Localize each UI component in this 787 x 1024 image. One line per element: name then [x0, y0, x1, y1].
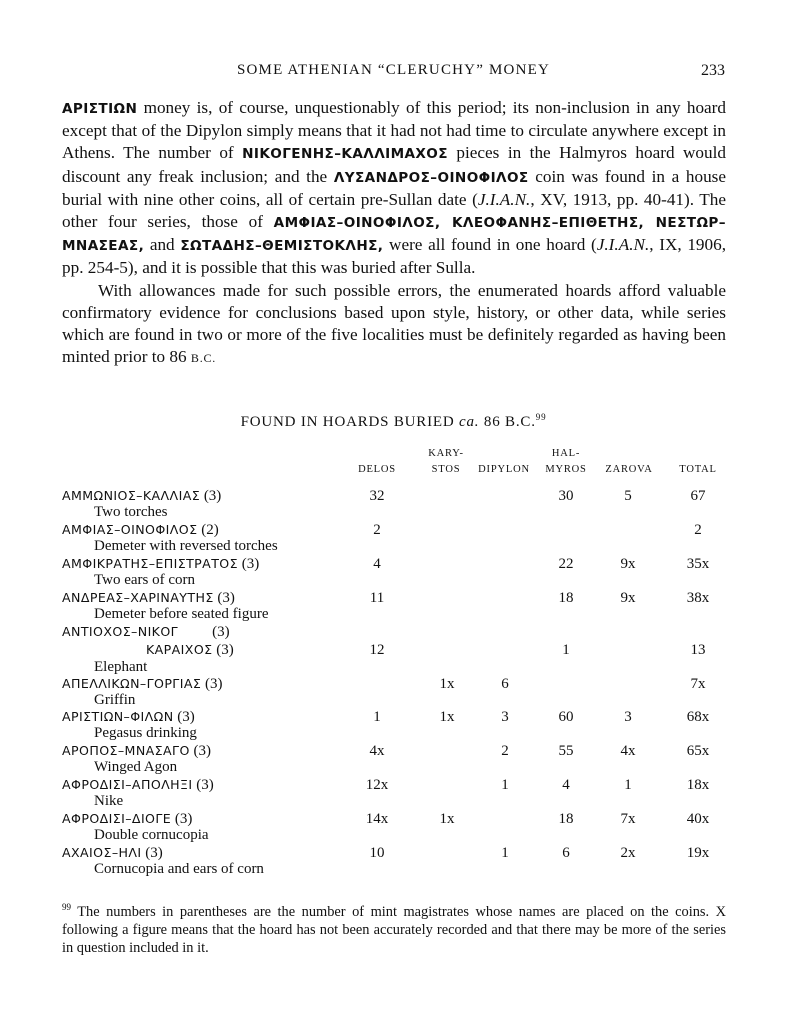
magistrate-count: (3): [201, 676, 223, 692]
magistrates-name: [62, 676, 222, 693]
col-header-text: STOS: [431, 464, 461, 475]
magistrate-count: (3): [173, 709, 195, 725]
paragraph-2: [62, 280, 726, 370]
table-row: [62, 777, 726, 812]
cell-halmyros: 6: [562, 845, 570, 861]
text-run: B.C.: [190, 351, 217, 366]
footnote-ref: 99: [535, 412, 547, 422]
magistrates-name: [62, 811, 192, 828]
col-header-zarova: [596, 462, 662, 478]
cell-zarova: 2x: [620, 845, 636, 861]
body-text: [62, 97, 726, 369]
col-header-dipylon: [470, 462, 538, 478]
cell-halmyros: 4: [562, 777, 570, 793]
cell-halmyros: 18: [558, 811, 574, 827]
cell-karystos: 1x: [439, 811, 455, 827]
table-row: [62, 811, 726, 846]
footnote: [62, 898, 726, 957]
cell-delos: 1: [373, 709, 381, 725]
magistrates-name-2: [146, 642, 234, 659]
magistrate-count: (3): [213, 590, 235, 606]
table-row: [62, 845, 726, 880]
coin-type: Griffin: [94, 692, 136, 708]
cell-zarova: 5: [624, 488, 632, 504]
text-run: and: [144, 235, 181, 255]
cell-zarova: 1: [624, 777, 632, 793]
magistrate-count: (3): [237, 556, 260, 572]
magistrates-name: [62, 488, 221, 505]
cell-karystos: 1x: [439, 709, 455, 725]
col-header-text: TOTAL: [679, 464, 717, 475]
magistrate-count: (3): [189, 743, 212, 759]
cell-total: 65x: [686, 743, 710, 759]
paragraph-1: [62, 97, 726, 280]
table-title-text: FOUND IN HOARDS BURIED: [240, 414, 460, 430]
coin-type: Pegasus drinking: [94, 725, 197, 741]
magistrates-name: [62, 845, 163, 862]
table-title-date: 86 B.C.: [479, 414, 536, 430]
coin-type: Cornucopia and ears of corn: [94, 861, 264, 877]
greek-name: ΝΙΚΟΓΕΝΗΣ–ΚΑΛΛΙΜΑΧΟΣ: [242, 146, 448, 163]
greek-name: ΑΜΦΙΑΣ–ΟΙΝΟΦΙΛΟΣ, ΚΛΕΟΦΑΝΗΣ–ΕΠΙΘΕΤΗΣ, ΝΕΣΤΩΡ–ΜΝΑΣΕΑΣ,: [62, 215, 726, 255]
cell-total: 35x: [686, 556, 710, 572]
cell-delos: 14x: [365, 811, 389, 827]
col-header-text: ZAROVA: [605, 464, 653, 475]
coin-type: Demeter before seated figure: [94, 606, 269, 622]
greek-name: ΑΦΡΟΔΙΣΙ–ΔΙΟΓΕ: [62, 811, 172, 826]
cell-karystos: 1x: [439, 676, 455, 692]
col-header-total: [670, 462, 726, 478]
cell-halmyros: 22: [558, 556, 574, 572]
cell-dipylon: 1: [501, 777, 509, 793]
text-run: pieces in the Halmyros hoard would discount any freak inclusion; and the: [62, 143, 726, 186]
magistrates-name: [62, 709, 195, 726]
col-header-delos: [349, 462, 405, 478]
col-header-karystos: [418, 446, 474, 478]
cell-delos: 4: [373, 556, 381, 572]
cell-zarova: 4x: [620, 743, 636, 759]
table-row: [62, 709, 726, 744]
cell-delos: 10: [369, 845, 385, 861]
coin-type: Double cornucopia: [94, 827, 209, 843]
magistrate-count: (3): [141, 845, 163, 861]
cell-halmyros: 1: [562, 642, 570, 658]
col-header-halmyros: [536, 446, 596, 478]
cell-total: 67: [690, 488, 706, 504]
coin-type: Nike: [94, 793, 124, 809]
table-row: [62, 556, 726, 591]
greek-name: ΑΜΜΩΝΙΟΣ–ΚΑΛΛΙΑΣ: [62, 488, 201, 503]
cell-total: 19x: [686, 845, 710, 861]
cell-total: 40x: [686, 811, 710, 827]
col-header-text: DELOS: [358, 464, 396, 475]
cell-zarova: 9x: [620, 556, 636, 572]
citation: J.I.A.N.: [596, 235, 650, 255]
footnote-text: The numbers in parentheses are the number of mint magistrates whose names are placed on the coins. X following a figure means that the hoard has not been accurately recorded and that there may be more of the series in question included in it.: [62, 903, 726, 956]
text-run: , IX, 1906, pp. 254-5), and it is possible that this was buried after Sulla.: [62, 235, 726, 278]
table-row: [62, 743, 726, 778]
table-title-ca: ca.: [459, 414, 480, 430]
cell-halmyros: 60: [558, 709, 574, 725]
greek-name: ΑΜΦΙΚΡΑΤΗΣ–ΕΠΙΣΤΡΑΤΟΣ: [62, 556, 238, 571]
running-head: [0, 62, 787, 84]
coin-type: Two ears of corn: [94, 572, 195, 588]
coin-type: Two torches: [94, 504, 168, 520]
cell-total: 7x: [690, 676, 706, 692]
coin-type: Demeter with reversed torches: [94, 538, 278, 554]
citation: J.I.A.N.: [477, 189, 531, 209]
table-row: [62, 624, 726, 676]
col-header-text: HAL-: [551, 448, 581, 459]
magistrates-name: [62, 743, 211, 760]
cell-delos: 4x: [369, 743, 385, 759]
greek-name: ΑΡΙΣΤΙΩΝ: [62, 101, 138, 117]
cell-delos: 32: [369, 488, 385, 504]
greek-name: ΣΩΤΑΔΗΣ–ΘΕΜΙΣΤΟΚΛΗΣ,: [180, 238, 384, 255]
cell-zarova: 3: [624, 709, 632, 725]
cell-delos: 2: [373, 522, 381, 538]
cell-halmyros: 18: [558, 590, 574, 606]
greek-name: ΚΑΡΑΙΧΟΣ: [146, 642, 213, 657]
table-row: [62, 488, 726, 523]
greek-name: ΑΡΟΠΟΣ–ΜΝΑΣΑΓΟ: [62, 743, 190, 758]
table-title: [0, 412, 787, 431]
cell-delos: 12: [369, 642, 385, 658]
text-run: , XV, 1913, pp. 40-41). The other four series, those of: [62, 189, 727, 232]
magistrates-name: [62, 556, 259, 573]
greek-name: ΑΦΡΟΔΙΣΙ–ΑΠΟΛΗΞΙ: [62, 777, 193, 792]
cell-total: 18x: [686, 777, 710, 793]
greek-name: ΑΡΙΣΤΙΩΝ–ΦΙΛΩΝ: [62, 709, 174, 724]
cell-dipylon: 3: [501, 709, 509, 725]
cell-delos: 11: [369, 590, 385, 606]
cell-halmyros: 30: [558, 488, 574, 504]
table-row: [62, 590, 726, 625]
greek-name: ΑΜΦΙΑΣ–ΟΙΝΟΦΙΛΟΣ: [62, 522, 198, 537]
text-run: money is, of course, unquestionably of this period; its non-inclusion in any hoard except that of the Dipylon simply means that it had not had time to circulate anywhere except in Athens. The number of: [62, 98, 726, 163]
magistrates-name: [62, 777, 214, 794]
cell-total: 38x: [686, 590, 710, 606]
magistrates-name: [62, 522, 219, 539]
cell-delos: 12x: [365, 777, 389, 793]
magistrate-count: (3): [212, 624, 230, 640]
col-header-text: DIPYLON: [478, 464, 530, 475]
table-row: [62, 522, 726, 557]
greek-name: ΑΠΕΛΛΙΚΩΝ–ΓΟΡΓΙΑΣ: [62, 676, 202, 691]
cell-zarova: 9x: [620, 590, 636, 606]
cell-dipylon: 6: [501, 676, 509, 692]
text-run: With allowances made for such possible errors, the enumerated hoards afford valuable confirmatory evidence for conclusions based upon style, history, or other data, while series which are found in two or more of the five localities must be definitely regarded as having been minted prior to 86: [62, 280, 726, 367]
magistrates-name: [62, 624, 230, 641]
cell-dipylon: 1: [501, 845, 509, 861]
cell-total: 68x: [686, 709, 710, 725]
coin-type: Elephant: [94, 659, 148, 675]
col-header-text: KARY-: [428, 448, 464, 459]
magistrate-count: (3): [212, 642, 234, 658]
col-header-text: MYROS: [545, 464, 587, 475]
greek-name: ΑΝΔΡΕΑΣ–ΧΑΡΙΝΑΥΤΗΣ: [62, 590, 214, 605]
cell-total: 13: [690, 642, 706, 658]
cell-halmyros: 55: [558, 743, 574, 759]
text-run: coin was found in a house burial with nine other coins, all of certain pre-Sullan date (: [62, 166, 726, 209]
table-row: [62, 676, 726, 711]
coin-type: Winged Agon: [94, 759, 178, 775]
page-number: 233: [701, 62, 725, 79]
magistrate-count: (3): [171, 811, 193, 827]
magistrates-name: [62, 590, 235, 607]
cell-dipylon: 2: [501, 743, 509, 759]
running-title: SOME ATHENIAN “CLERUCHY” MONEY: [236, 62, 551, 78]
text-run: were all found in one hoard (: [383, 235, 597, 255]
magistrate-count: (2): [197, 522, 219, 538]
cell-total: 2: [694, 522, 702, 538]
greek-name: ΑΧΑΙΟΣ–ΗΛΙ: [62, 845, 142, 860]
cell-zarova: 7x: [620, 811, 636, 827]
footnote-marker: 99: [62, 902, 71, 912]
greek-name: ΑΝΤΙΟΧΟΣ–ΝΙΚΟΓ: [62, 624, 179, 639]
magistrate-count: (3): [200, 488, 222, 504]
greek-name: ΛΥΣΑΝΔΡΟΣ–ΟΙΝΟΦΙΛΟΣ: [333, 169, 529, 186]
magistrate-count: (3): [192, 777, 214, 793]
